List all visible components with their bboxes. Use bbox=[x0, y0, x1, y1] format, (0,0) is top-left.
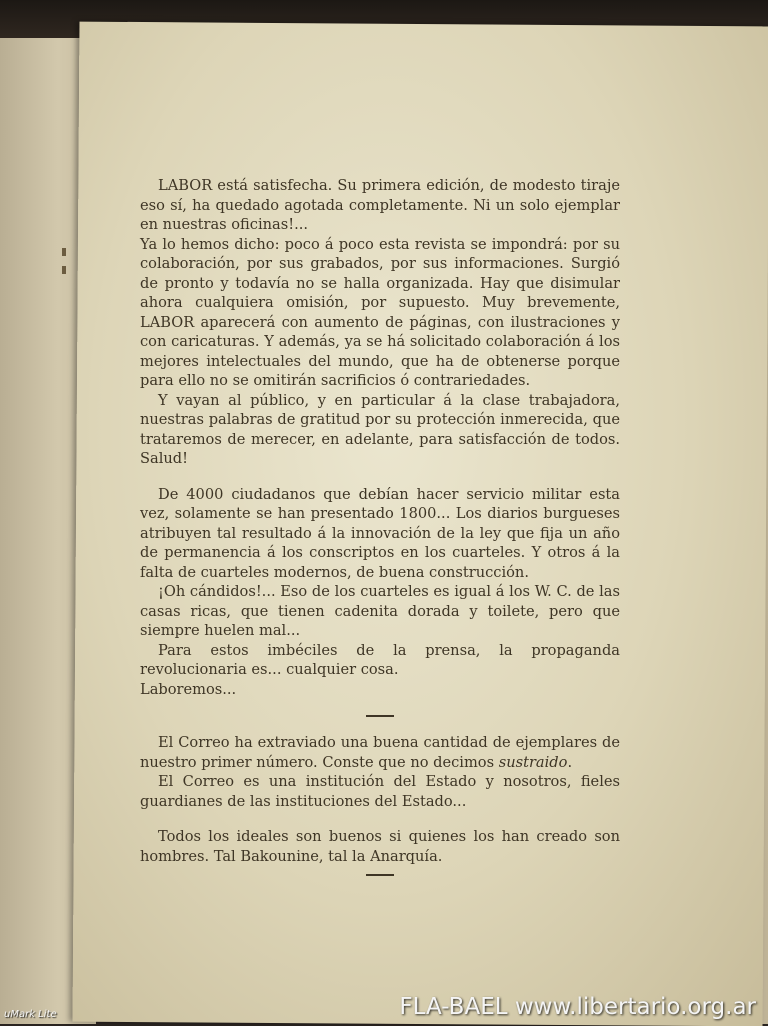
paragraph: Todos los ideales son buenos si quienes los han creado son hombres. Tal Bakounine, tal la Anarquía. bbox=[140, 828, 620, 865]
section-divider bbox=[366, 715, 394, 717]
emphasis: sustraido bbox=[498, 753, 568, 771]
page-mark bbox=[62, 266, 66, 274]
text: . bbox=[567, 753, 573, 771]
article-servicio-militar bbox=[140, 485, 620, 700]
watermark: FLA-BAEL www.libertario.org.ar bbox=[399, 994, 756, 1020]
page-content bbox=[140, 176, 620, 892]
page-mark bbox=[62, 248, 66, 256]
paragraph: Laboremos... bbox=[140, 680, 237, 698]
paragraph: Y vayan al público, y en particular á la clase trabajadora, nuestras palabras de gratitud por su protección inmerecida, que trataremos de merecer, en adelante, para satisfacción de todos. Salud! bbox=[140, 391, 620, 467]
article-correo bbox=[140, 733, 620, 811]
text: El Correo ha extraviado una buena cantidad de ejemplares de nuestro primer número. Conste que no decimos bbox=[140, 734, 620, 771]
paragraph: LABOR está satisfecha. Su primera edición, de modesto tiraje eso sí, ha quedado agotada completamente. Ni un solo ejemplar en nuestras oficinas!... bbox=[140, 177, 620, 233]
paragraph: ¡Oh cándidos!... Eso de los cuarteles es igual á los W. C. de las casas ricas, que tienen cadenita dorada y toilete, pero que siempre huelen mal... bbox=[140, 583, 620, 639]
paragraph: De 4000 ciudadanos que debían hacer servicio militar esta vez, solamente se han presentado 1800... Los diarios burgueses atribuyen tal resultado á la innovación de la ley que fija un año de permanencia á los conscriptos en los cuarteles. Y otros á la falta de cuarteles modernos, de buena construcción. bbox=[140, 485, 620, 581]
paragraph: Ya lo hemos dicho: poco á poco esta revista se impondrá: por su colaboración, por sus grabados, por sus informaciones. Surgió de pronto y todavía no se halla organizada. Hay que disimular ahora cualquiera omisión, por supuesto. Muy brevemente, LABOR aparecerá con aumento de páginas, con ilustraciones y con caricaturas. Y además, ya se há solicitado colaboración á los mejores intelectuales del mundo, que ha de obtenerse porque para ello no se omitirán sacrificios ó contrariedades. bbox=[140, 235, 620, 389]
section-divider bbox=[366, 874, 394, 876]
paragraph: Para estos imbéciles de la prensa, la propaganda revolucionaria es... cualquier cosa. bbox=[140, 641, 620, 678]
paragraph: El Correo es una institución del Estado y nosotros, fieles guardianes de las instituciones del Estado... bbox=[140, 773, 620, 810]
article-labor bbox=[140, 176, 620, 469]
article-ideales bbox=[140, 827, 620, 866]
paragraph bbox=[140, 733, 620, 772]
camera-label: uMark Lite bbox=[4, 1009, 57, 1020]
